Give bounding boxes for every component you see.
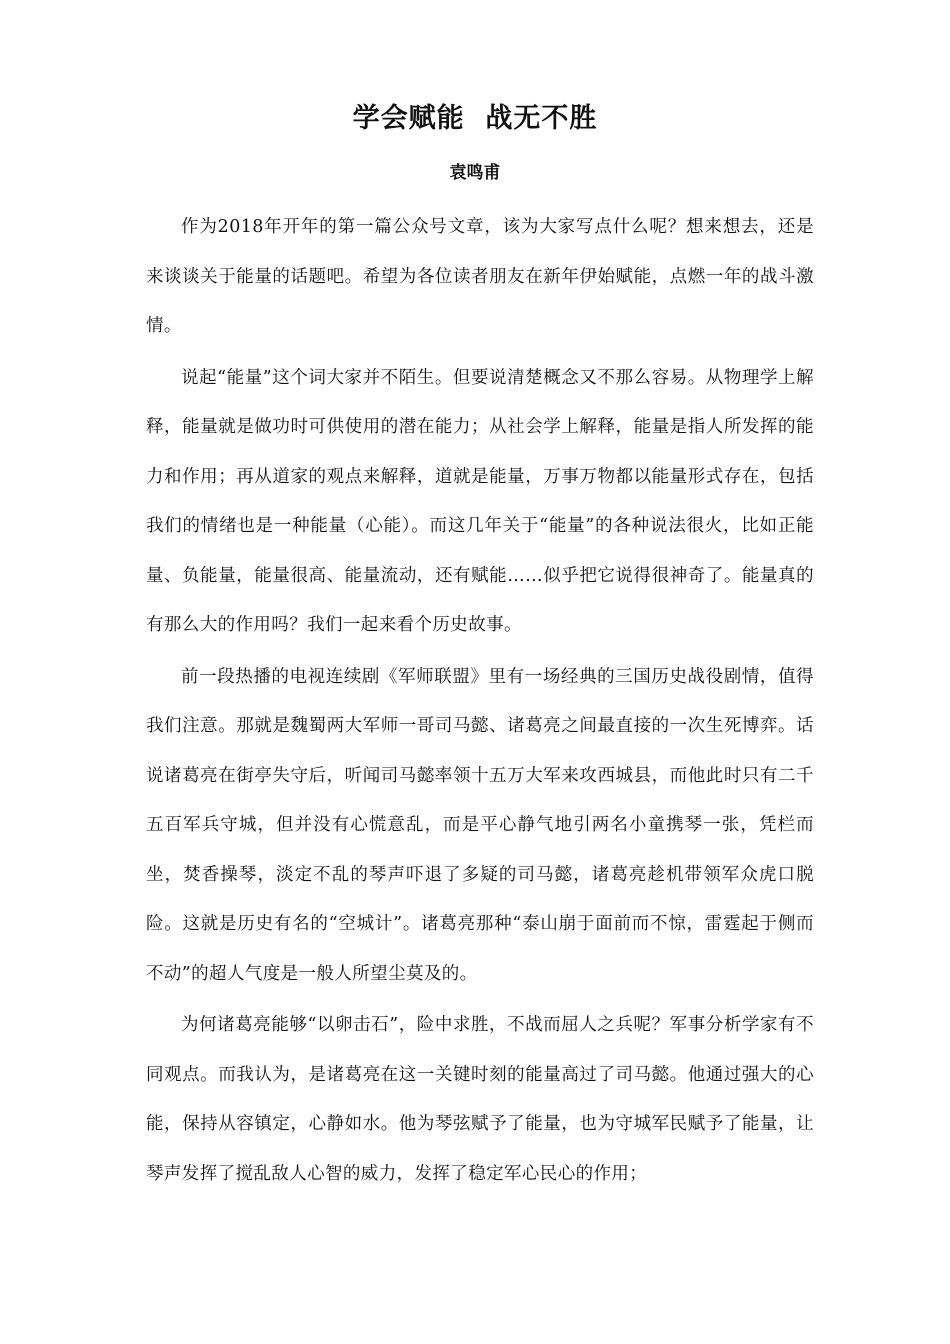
- paragraph: 前一段热播的电视连续剧《军师联盟》里有一场经典的三国历史战役剧情，值得我们注意。那就是魏蜀两大军师一哥司马懿、诸葛亮之间最直接的一次生死博弈。话说诸葛亮在街亭失守后，听闻司马懿率领十五万大军来攻西城县，而他此时只有二千五百军兵守城，但并没有心慌意乱，而是平心静气地引两名小童携琴一张，凭栏而坐，焚香操琴，淡定不乱的琴声吓退了多疑的司马懿，诸葛亮趁机带领军众虎口脱险。这就是历史有名的“空城计”。诸葛亮那种“泰山崩于面前而不惊，雷霆起于侧而不动”的超人气度是一般人所望尘莫及的。: [146, 666, 814, 984]
- article-author: 袁鸣甫: [449, 163, 501, 183]
- article-title: 学会赋能 战无不胜: [352, 103, 598, 134]
- article-body: [146, 203, 814, 1201]
- paragraph: 作为2018年开年的第一篇公众号文章，该为大家写点什么呢？想来想去，还是来谈谈关于能量的话题吧。希望为各位读者朋友在新年伊始赋能，点燃一年的战斗激情。: [146, 217, 814, 336]
- paragraph: 为何诸葛亮能够“以卵击石”，险中求胜，不战而屈人之兵呢？军事分析学家有不同观点。而我认为，是诸葛亮在这一关键时刻的能量高过了司马懿。他通过强大的心能，保持从容镇定，心静如水。他为琴弦赋予了能量，也为守城军民赋予了能量，让琴声发挥了搅乱敌人心智的威力，发挥了稳定军心民心的作用；: [146, 1015, 814, 1184]
- paragraph: 说起“能量”这个词大家并不陌生。但要说清楚概念又不那么容易。从物理学上解释，能量就是做功时可供使用的潜在能力；从社会学上解释，能量是指人所发挥的能力和作用；再从道家的观点来解释，道就是能量，万事万物都以能量形式存在，包括我们的情绪也是一种能量（心能）。而这几年关于“能量”的各种说法很火，比如正能量、负能量，能量很高、能量流动，还有赋能……似乎把它说得很神奇了。能量真的有那么大的作用吗？我们一起来看个历史故事。: [146, 367, 814, 635]
